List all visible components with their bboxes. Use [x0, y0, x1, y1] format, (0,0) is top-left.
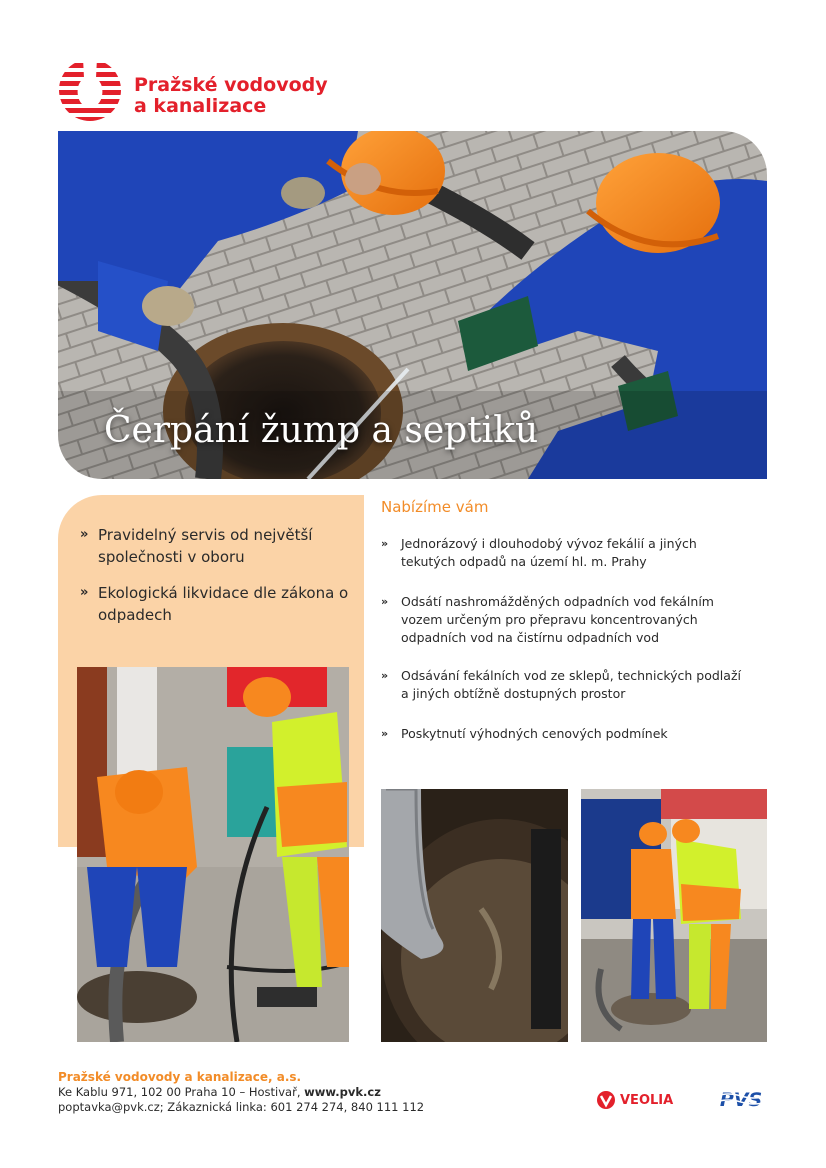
offer-item: [381, 593, 741, 647]
highlight-item: [80, 582, 350, 626]
offers-heading: Nabízíme vám: [381, 498, 489, 516]
footer-company-name: Pražské vodovody a kanalizace, a.s.: [58, 1070, 302, 1084]
footer-contact: poptavka@pvk.cz; Zákaznická linka: 601 274 274, 840 111 112: [58, 1100, 425, 1114]
bullet-marker: »: [381, 537, 389, 550]
offer-item: [381, 725, 741, 743]
hero-title: Čerpání žump a septiků: [104, 410, 539, 451]
veolia-logo-text: VEOLIA: [620, 1092, 674, 1108]
highlight-item: [80, 524, 350, 568]
veolia-logo: [596, 1089, 673, 1111]
offer-text: Poskytnutí výhodných cenových podmínek: [401, 726, 668, 741]
workers-photo-left-illustration: [77, 667, 349, 1042]
footer-website-link[interactable]: www.pvk.cz: [304, 1085, 381, 1099]
offer-item: [381, 535, 741, 571]
footer-address: Ke Kablu 971, 102 00 Praha 10 – Hostivař,: [58, 1085, 301, 1099]
veolia-icon: [596, 1090, 616, 1110]
workers-photo-right-illustration: [581, 789, 767, 1042]
sewage-photo-illustration: [381, 789, 568, 1042]
bullet-marker: »: [381, 669, 389, 682]
logo-line-1: Pražské vodovody: [134, 74, 328, 96]
highlight-text: Ekologická likvidace dle zákona o odpadech: [98, 584, 349, 624]
sewage-photo: [381, 789, 568, 1042]
bullet-marker: »: [80, 585, 89, 600]
pvs-logo: [714, 1088, 768, 1110]
company-logo-text: [134, 75, 328, 117]
bullet-marker: »: [80, 527, 89, 542]
logo-line-2: a kanalizace: [134, 95, 267, 117]
workers-photo-right: [581, 789, 767, 1042]
offer-text: Odsávání fekálních vod ze sklepů, technických podlaží a jiných obtížně dostupných prostor: [401, 668, 741, 701]
offer-item: [381, 667, 741, 703]
footer-address-line: [58, 1085, 381, 1099]
highlight-text: Pravidelný servis od největší společnosti v oboru: [98, 526, 313, 566]
pvs-logo-text: PVS: [719, 1089, 763, 1110]
pvk-logo-icon: [58, 58, 122, 122]
offer-text: Jednorázový i dlouhodobý vývoz fekálií a jiných tekutých odpadů na území hl. m. Prahy: [401, 536, 697, 569]
bullet-marker: »: [381, 595, 389, 608]
bullet-marker: »: [381, 727, 389, 740]
workers-photo-left: [77, 667, 349, 1042]
offer-text: Odsátí nashromážděných odpadních vod fekálním vozem určeným pro přepravu koncentrovaných odpadních vod na čistírnu odpadních vod: [401, 594, 714, 645]
